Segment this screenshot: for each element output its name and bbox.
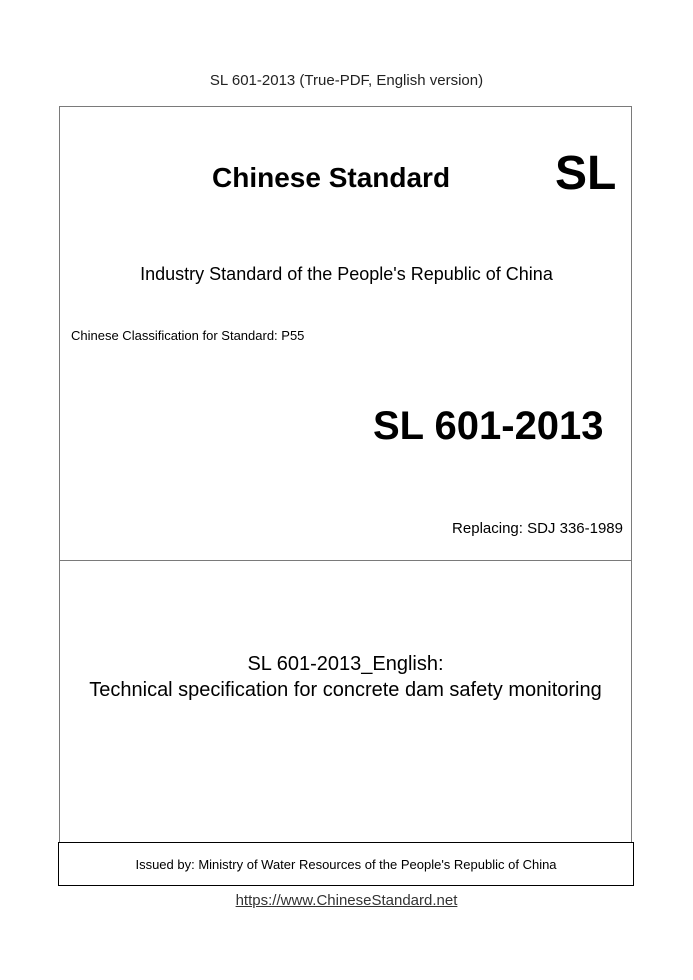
title-line-2: Technical specification for concrete dam safety monitoring <box>89 679 602 701</box>
standard-number: SL 601-2013 <box>373 404 604 448</box>
chinese-standard-heading: Chinese Standard <box>212 162 451 193</box>
footer <box>0 892 693 909</box>
title-line-1: SL 601-2013_English: <box>247 653 444 675</box>
industry-standard-line: Industry Standard of the People's Republic of China <box>140 264 553 284</box>
standard-mark: SL <box>555 147 617 200</box>
cover-frame <box>59 106 632 842</box>
classification-line: Chinese Classification for Standard: P55 <box>71 328 305 343</box>
issued-by-box <box>58 842 634 886</box>
replacing-line: Replacing: SDJ 336-1989 <box>452 520 623 537</box>
issued-by-text: Issued by: Ministry of Water Resources of the People's Republic of China <box>135 856 557 872</box>
website-link[interactable]: https://www.ChineseStandard.net <box>235 892 458 909</box>
document-header: SL 601-2013 (True-PDF, English version) <box>209 72 484 89</box>
section-divider <box>59 560 632 561</box>
document-title <box>59 651 632 703</box>
